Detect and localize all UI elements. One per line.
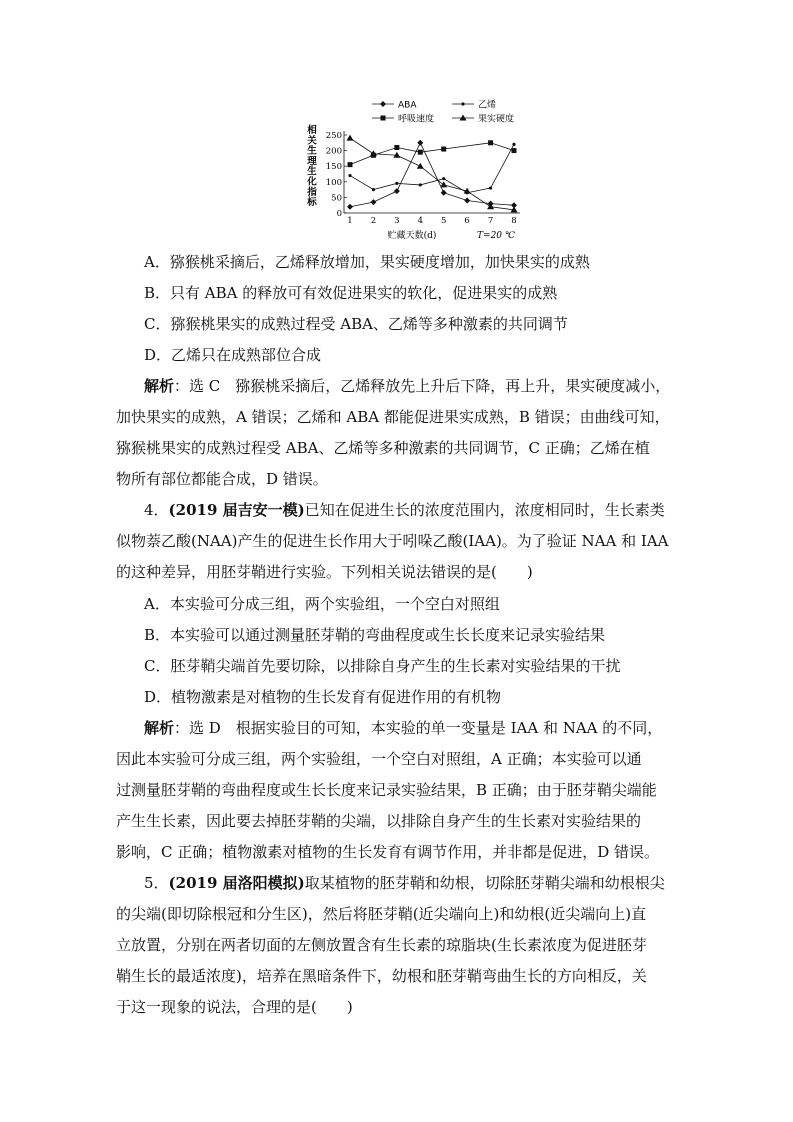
y-tick-label: 150 — [325, 162, 342, 173]
y-tick-label: 250 — [325, 131, 342, 141]
legend-marker — [381, 116, 386, 121]
analysis-text: ：选 D 根据实验目的可知，本实验的单一变量是 IAA 和 NAA 的不同， — [174, 719, 663, 737]
legend-label: ABA — [398, 100, 417, 111]
y-tick-label: 0 — [336, 209, 342, 219]
question-5-line: 于这一现象的说法，合理的是( ) — [116, 998, 353, 1016]
question-5-line: 的尖端(即切除根冠和分生区)，然后将胚芽鞘(近尖端向上)和幼根(近尖端向上)直 — [116, 905, 647, 923]
question-4-stem — [0, 500, 793, 520]
data-point — [512, 148, 517, 153]
data-point — [418, 150, 423, 155]
legend-marker — [460, 115, 467, 121]
question-text: 取某植物的胚芽鞘和幼根，切除胚芽鞘尖端和幼根根尖 — [304, 874, 665, 892]
question-source: (2019 届吉安一模) — [168, 501, 305, 519]
question-source: (2019 届洛阳模拟) — [168, 874, 305, 892]
legend-label: 果实硬度 — [478, 114, 515, 125]
y-tick-label: 100 — [325, 177, 342, 188]
y-axis-label: 关 — [307, 135, 317, 147]
option-b: B．只有 ABA 的释放可有效促进果实的软化，促进果实的成熟 — [144, 284, 558, 302]
option-b: B．本实验可以通过测量胚芽鞘的弯曲程度或生长长度来记录实验结果 — [144, 626, 606, 644]
data-point — [395, 182, 398, 185]
analysis-line: 物所有部位都能合成，D 错误。 — [116, 470, 328, 488]
x-tick-label: 5 — [441, 216, 447, 226]
question-number: 5． — [144, 874, 169, 892]
data-point — [417, 140, 423, 146]
option-d: D．乙烯只在成熟部位合成 — [144, 346, 322, 364]
analysis-line: 加快果实的成熟，A 错误；乙烯和 ABA 都能促进果实成熟，B 错误；由曲线可知， — [116, 408, 670, 426]
x-tick-label: 3 — [394, 216, 400, 226]
option-d: D．植物激素是对植物的生长发育有促进作用的有机物 — [144, 688, 502, 706]
option-a: A．猕猴桃采摘后，乙烯释放增加，果实硬度增加，加快果实的成熟 — [144, 253, 590, 271]
data-point — [419, 183, 422, 186]
x-tick-label: 8 — [511, 216, 517, 226]
series-line — [350, 138, 514, 210]
y-axis-label: 标 — [307, 197, 317, 209]
analysis-line: 因此本实验可分成三组，两个实验组，一个空白对照组，A 正确；本实验可以通 — [116, 750, 642, 768]
y-axis-label: 相 — [307, 125, 317, 136]
y-axis-label: 生 — [307, 145, 317, 157]
data-point — [488, 140, 493, 145]
data-point — [417, 163, 424, 169]
x-tick-label: 6 — [464, 216, 470, 226]
data-point — [440, 181, 447, 187]
y-axis-label: 理 — [307, 155, 317, 167]
option-c: C．猕猴桃果实的成熟过程受 ABA、乙烯等多种激素的共同调节 — [144, 315, 568, 333]
line-chart — [300, 92, 530, 242]
y-axis-label: 化 — [307, 176, 317, 188]
data-point — [464, 198, 470, 204]
analysis-text: ：选 C 猕猴桃采摘后，乙烯释放先上升后下降，再上升，果实硬度减小， — [174, 377, 671, 395]
x-tick-label: 4 — [417, 216, 423, 226]
question-5-stem — [0, 873, 793, 893]
analysis-label: 解析 — [144, 377, 175, 395]
y-axis-label: 指 — [307, 186, 317, 198]
condition-label: T=20 ℃ — [477, 231, 515, 241]
legend-marker — [380, 101, 386, 107]
data-point — [442, 177, 445, 180]
legend-label: 乙烯 — [478, 100, 497, 111]
analysis-line — [0, 718, 793, 738]
question-5-line: 鞘生长的最适浓度)，培养在黑暗条件下，幼根和胚芽鞘弯曲生长的方向相反，关 — [116, 967, 647, 985]
question-4-line: 的这种差异，用胚芽鞘进行实验。下列相关说法错误的是( ) — [116, 563, 533, 581]
question-text: 已知在促进生长的浓度范围内，浓度相同时，生长素类 — [304, 501, 665, 519]
data-point — [347, 204, 353, 210]
analysis-line: 过测量胚芽鞘的弯曲程度或生长长度来记录实验结果，B 正确；由于胚芽鞘尖端能 — [116, 781, 657, 799]
analysis-line: 影响，C 正确；植物激素对植物的生长发育有调节作用，并非都是促进，D 错误。 — [116, 843, 660, 861]
data-point — [370, 199, 376, 205]
legend-marker — [461, 102, 464, 105]
question-4-line: 似物萘乙酸(NAA)产生的促进生长作用大于吲哚乙酸(IAA)。为了验证 NAA 和 IAA — [116, 532, 669, 550]
data-point — [394, 145, 399, 150]
legend-label: 呼吸速度 — [398, 114, 435, 125]
y-axis-label: 生 — [307, 166, 317, 178]
data-point — [394, 188, 400, 194]
analysis-line — [0, 376, 793, 396]
data-point — [441, 190, 447, 196]
data-point — [348, 174, 351, 177]
question-5-line: 立放置，分别在两者切面的左侧放置含有生长素的琼脂块(生长素浓度为促进胚芽 — [116, 936, 647, 954]
data-point — [372, 188, 375, 191]
data-point — [489, 186, 492, 189]
data-point — [347, 135, 354, 141]
x-axis-label: 贮藏天数(d) — [387, 231, 437, 241]
data-point — [441, 147, 446, 152]
analysis-line: 产生生长素，因此要去掉胚芽鞘的尖端，以排除自身产生的生长素对实验结果的 — [116, 812, 642, 830]
option-a: A．本实验可分成三组，两个实验组，一个空白对照组 — [144, 595, 500, 613]
data-point — [348, 162, 353, 167]
y-tick-label: 200 — [325, 146, 342, 157]
x-tick-label: 7 — [487, 216, 494, 226]
y-tick-label: 50 — [331, 193, 342, 204]
option-c: C．胚芽鞘尖端首先要切除，以排除自身产生的生长素对实验结果的干扰 — [144, 657, 621, 675]
x-tick-label: 2 — [370, 216, 377, 226]
analysis-label: 解析 — [144, 719, 175, 737]
x-tick-label: 1 — [347, 216, 353, 226]
data-point — [512, 143, 515, 146]
question-number: 4． — [144, 501, 169, 519]
analysis-line: 猕猴桃果实的成熟过程受 ABA、乙烯等多种激素的共同调节，C 正确；乙烯在植 — [116, 439, 650, 457]
